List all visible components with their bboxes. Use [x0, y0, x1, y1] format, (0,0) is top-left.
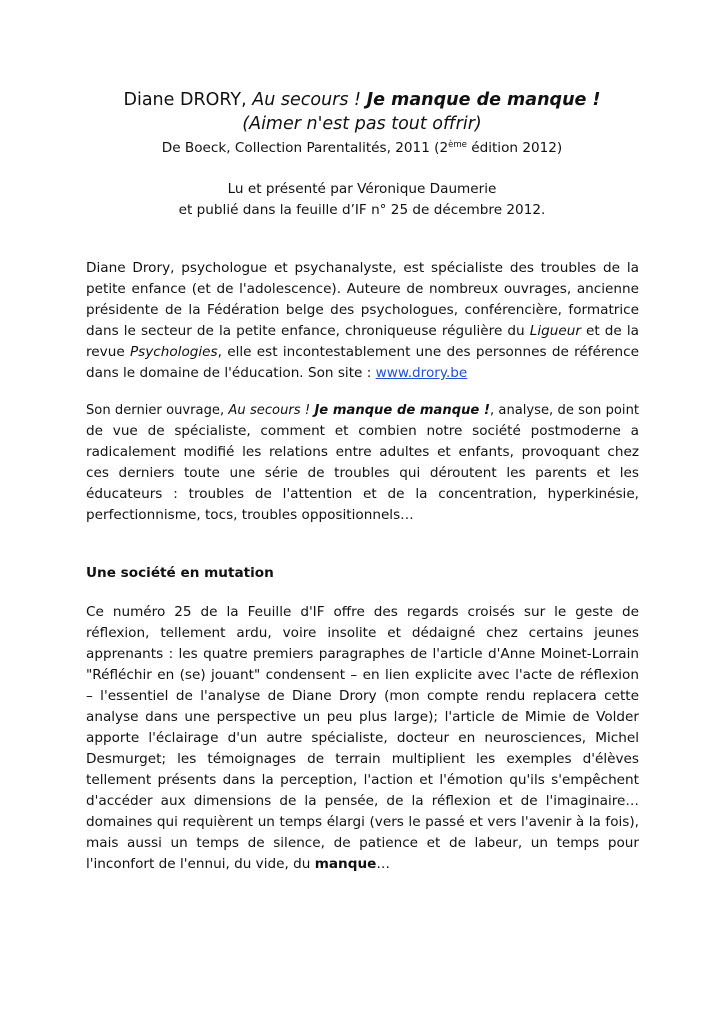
book-title-inline-italic: Au secours ! — [228, 403, 315, 418]
text-run: et de la — [580, 323, 639, 339]
magazine-name-ligueur: Ligueur — [529, 323, 581, 339]
paragraph-line: radicalement modifié les relations entre adultes et enfants, provoquant chez — [86, 444, 639, 460]
paragraph-line: Desmurget; les témoignages de terrain multiplient les exemples d'élèves — [86, 751, 639, 767]
book-title-line — [60, 88, 664, 112]
paragraph-line: apprenants : les quatre premiers paragraphes de l'article d'Anne Moinet-Lorrain — [86, 646, 639, 662]
section-heading: Une société en mutation — [86, 565, 274, 581]
paragraph-line: – l'essentiel de l'analyse de Diane Drory (mon compte rendu replacera cette — [86, 688, 639, 704]
review-credit-line-1: Lu et présenté par Véronique Daumerie — [227, 181, 497, 197]
paragraph-line — [86, 342, 639, 363]
text-run: dans le secteur de la petite enfance, chroniqueuse régulière du — [86, 323, 530, 339]
publisher-suffix: édition 2012) — [466, 140, 563, 156]
paragraph-line: ces derniers toute une série de troubles qui déroutent les parents et les — [86, 465, 639, 481]
paragraph-line: d'accéder aux dimensions de la pensée, de la réflexion et de l'imaginaire… — [86, 793, 639, 809]
author-name: Diane DRORY, — [123, 90, 253, 110]
paragraph-line — [86, 400, 639, 421]
book-header — [60, 88, 664, 159]
edition-superscript: ème — [448, 140, 467, 150]
website-link[interactable]: www.drory.be — [375, 365, 468, 381]
text-run: Son dernier ouvrage, — [86, 403, 229, 418]
text-run: revue — [86, 344, 130, 360]
paragraph-author-intro — [86, 258, 639, 384]
paragraph-line: Diane Drory, psychologue et psychanalyste, est spécialiste des troubles de la — [86, 260, 639, 276]
book-title-inline-bold: Je manque de manque ! — [314, 403, 490, 418]
review-credit-line-2: et publié dans la feuille d’IF n° 25 de décembre 2012. — [178, 202, 546, 218]
paragraph-line — [86, 363, 639, 384]
paragraph-line: présidente de la Fédération belge des psychologues, conférencière, formatrice — [86, 302, 639, 318]
paragraph-line: réflexion, tellement ardu, voire insolite et dédaigné chez certains jeunes — [86, 625, 639, 641]
paragraph-line: "Réfléchir en (se) jouant" condensent – en lien explicite avec l'acte de réflexion — [86, 667, 639, 683]
paragraph-line: éducateurs : troubles de l'attention et de la concentration, hyperkinésie, — [86, 486, 639, 502]
paragraph-line: analyse dans une perspective un peu plus large); l'article de Mimie de Volder — [86, 709, 639, 725]
paragraph-line — [86, 321, 639, 342]
text-run: l'inconfort de l'ennui, du vide, du — [86, 856, 315, 872]
paragraph-line: Ce numéro 25 de la Feuille d'IF offre des regards croisés sur le geste de — [86, 604, 639, 620]
publisher-line — [60, 137, 664, 159]
paragraph-line: petite enfance (et de l'adolescence). Auteure de nombreux ouvrages, ancienne — [86, 281, 639, 297]
book-subtitle: (Aimer n'est pas tout offrir) — [242, 114, 482, 134]
paragraph-line — [86, 854, 639, 875]
text-run: … — [376, 856, 390, 872]
text-run: dans le domaine de l'éducation. Son site : — [86, 365, 376, 381]
review-credit — [60, 179, 664, 221]
paragraph-line: perfectionnisme, tocs, troubles oppositionnels… — [86, 507, 414, 523]
paragraph-line: mais aussi un temps de silence, de patience et de labeur, un temps pour — [86, 835, 639, 851]
text-run: , elle est incontestablement une des personnes de référence — [217, 344, 639, 360]
paragraph-line: de vue de spécialiste, comment et combien notre société postmoderne a — [86, 423, 639, 439]
paragraph-line: tellement présents dans la perception, l'action et l'émotion qu'ils s'empêchent — [86, 772, 639, 788]
emphasis-manque: manque — [314, 856, 377, 872]
book-title-bold: Je manque de manque ! — [366, 90, 601, 110]
paragraph-line: domaines qui requièrent un temps élargi (vers le passé et vers l'avenir à la fois), — [86, 814, 639, 830]
book-title-italic: Au secours ! — [252, 90, 367, 110]
magazine-name-psychologies: Psychologies — [129, 344, 218, 360]
text-run: , analyse, de son point — [489, 403, 640, 418]
paragraph-book-summary — [86, 400, 639, 526]
paragraph-society-mutation — [86, 602, 639, 875]
publisher-prefix: De Boeck, Collection Parentalités, 2011 (2 — [161, 140, 449, 156]
paragraph-line: apporte l'éclairage d'un autre spécialiste, docteur en neurosciences, Michel — [86, 730, 639, 746]
